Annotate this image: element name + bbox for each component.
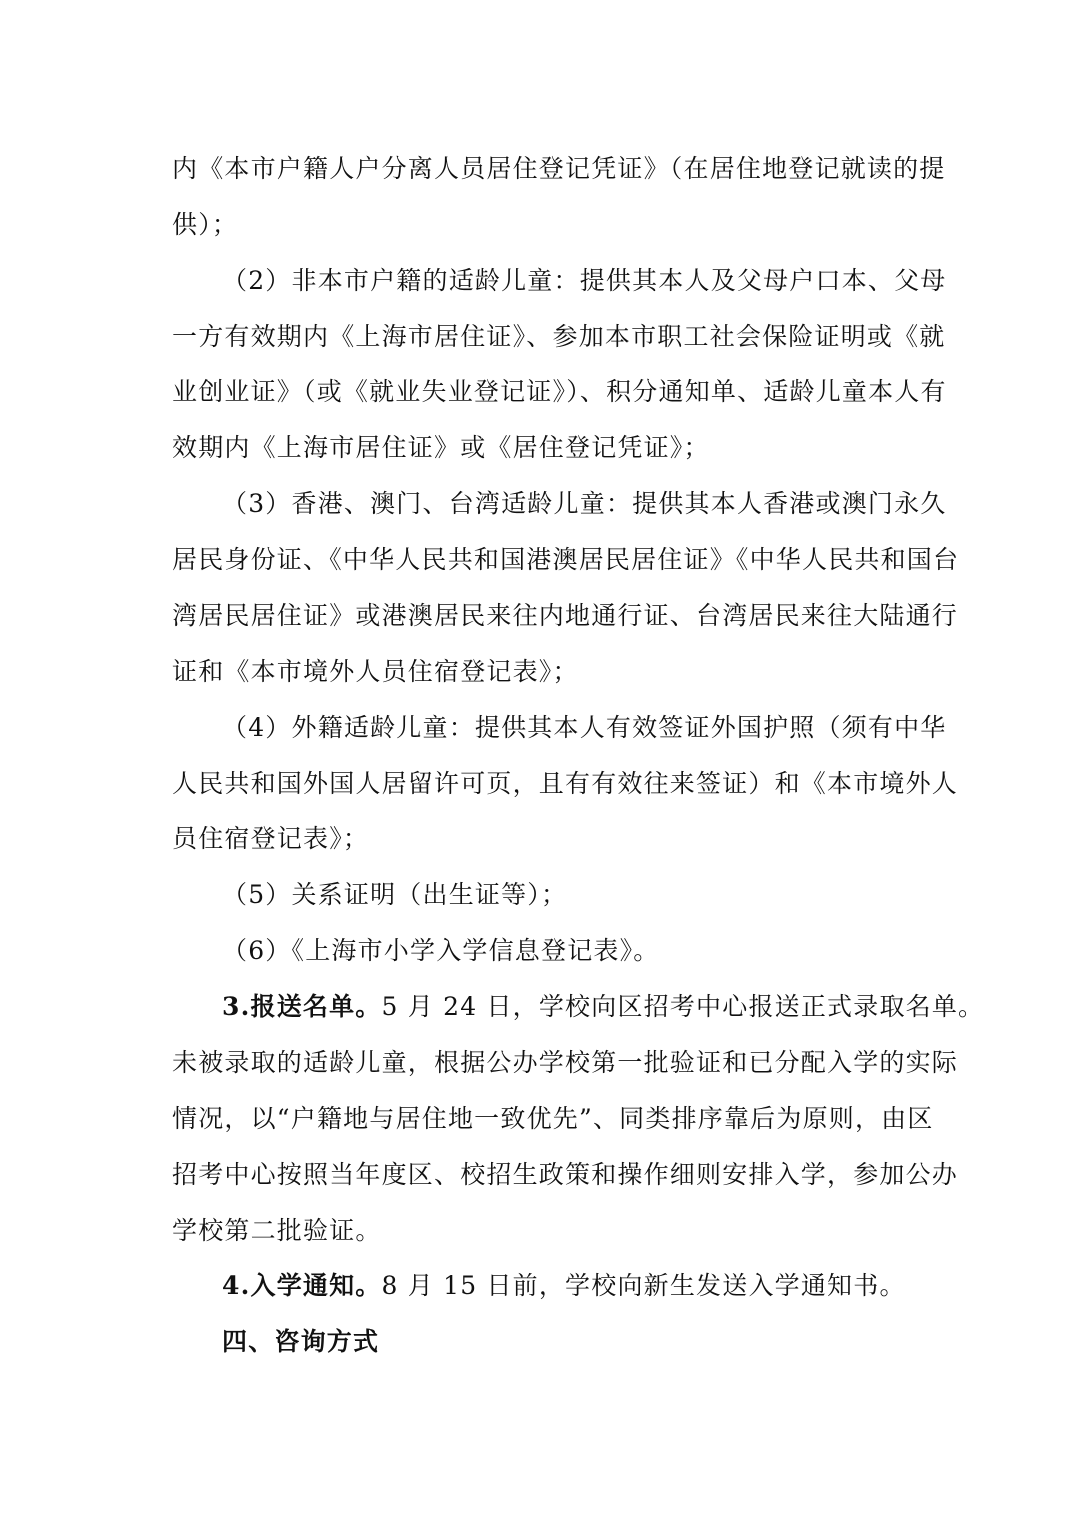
paragraph-line: （5）关系证明（出生证等）； — [222, 880, 568, 909]
paragraph-line: 一方有效期内《上海市居住证》、参加本市职工社会保险证明或《就 — [172, 322, 946, 351]
paragraph-line: 学校第二批验证。 — [172, 1216, 382, 1245]
section-4-label: 4.入学通知。 — [222, 1271, 382, 1300]
section-3-first-line — [222, 990, 985, 1024]
section-4-line — [222, 1269, 917, 1303]
paragraph-line: 招考中心按照当年度区、校招生政策和操作细则安排入学，参加公办 — [172, 1160, 959, 1189]
paragraph-line: 业创业证》（或《就业失业登记证》）、积分通知单、适龄儿童本人有 — [172, 377, 947, 406]
paragraph-line: （4）外籍适龄儿童：提供其本人有效签证外国护照（须有中华 — [222, 713, 947, 742]
section-3-label: 3.报送名单。 — [222, 992, 382, 1021]
paragraph-line: 情况，以“户籍地与居住地一致优先”、同类排序靠后为原则，由区 — [172, 1104, 934, 1133]
paragraph-line: （2）非本市户籍的适龄儿童：提供其本人及父母户口本、父母 — [222, 266, 947, 295]
paragraph-line: 居民身份证、《中华人民共和国港澳居民居住证》《中华人民共和国台 — [172, 545, 960, 574]
section-3-text: 5 月 24 日，学校向区招考中心报送正式录取名单。 — [381, 992, 985, 1021]
paragraph-line: 效期内《上海市居住证》或《居住登记凭证》； — [172, 433, 710, 462]
paragraph-line: 人民共和国外国人居留许可页，且有有效往来签证）和《本市境外人 — [172, 769, 959, 798]
paragraph-line: 员住宿登记表》； — [172, 824, 370, 853]
paragraph-line: 未被录取的适龄儿童，根据公办学校第一批验证和已分配入学的实际 — [172, 1048, 959, 1077]
paragraph-line: 证和《本市境外人员住宿登记表》； — [172, 657, 579, 686]
paragraph-line: 湾居民居住证》或港澳居民来往内地通行证、台湾居民来往大陆通行 — [172, 601, 959, 630]
paragraph-line: 内《本市户籍人户分离人员居住登记凭证》（在居住地登记就读的提 — [172, 154, 946, 183]
paragraph-line: （3）香港、澳门、台湾适龄儿童：提供其本人香港或澳门永久 — [222, 489, 947, 518]
section-heading: 四、咨询方式 — [222, 1327, 380, 1356]
paragraph-line: （6）《上海市小学入学信息登记表》。 — [222, 936, 660, 965]
paragraph-line: 供）； — [172, 210, 239, 239]
section-4-text: 8 月 15 日前，学校向新生发送入学通知书。 — [381, 1271, 906, 1300]
